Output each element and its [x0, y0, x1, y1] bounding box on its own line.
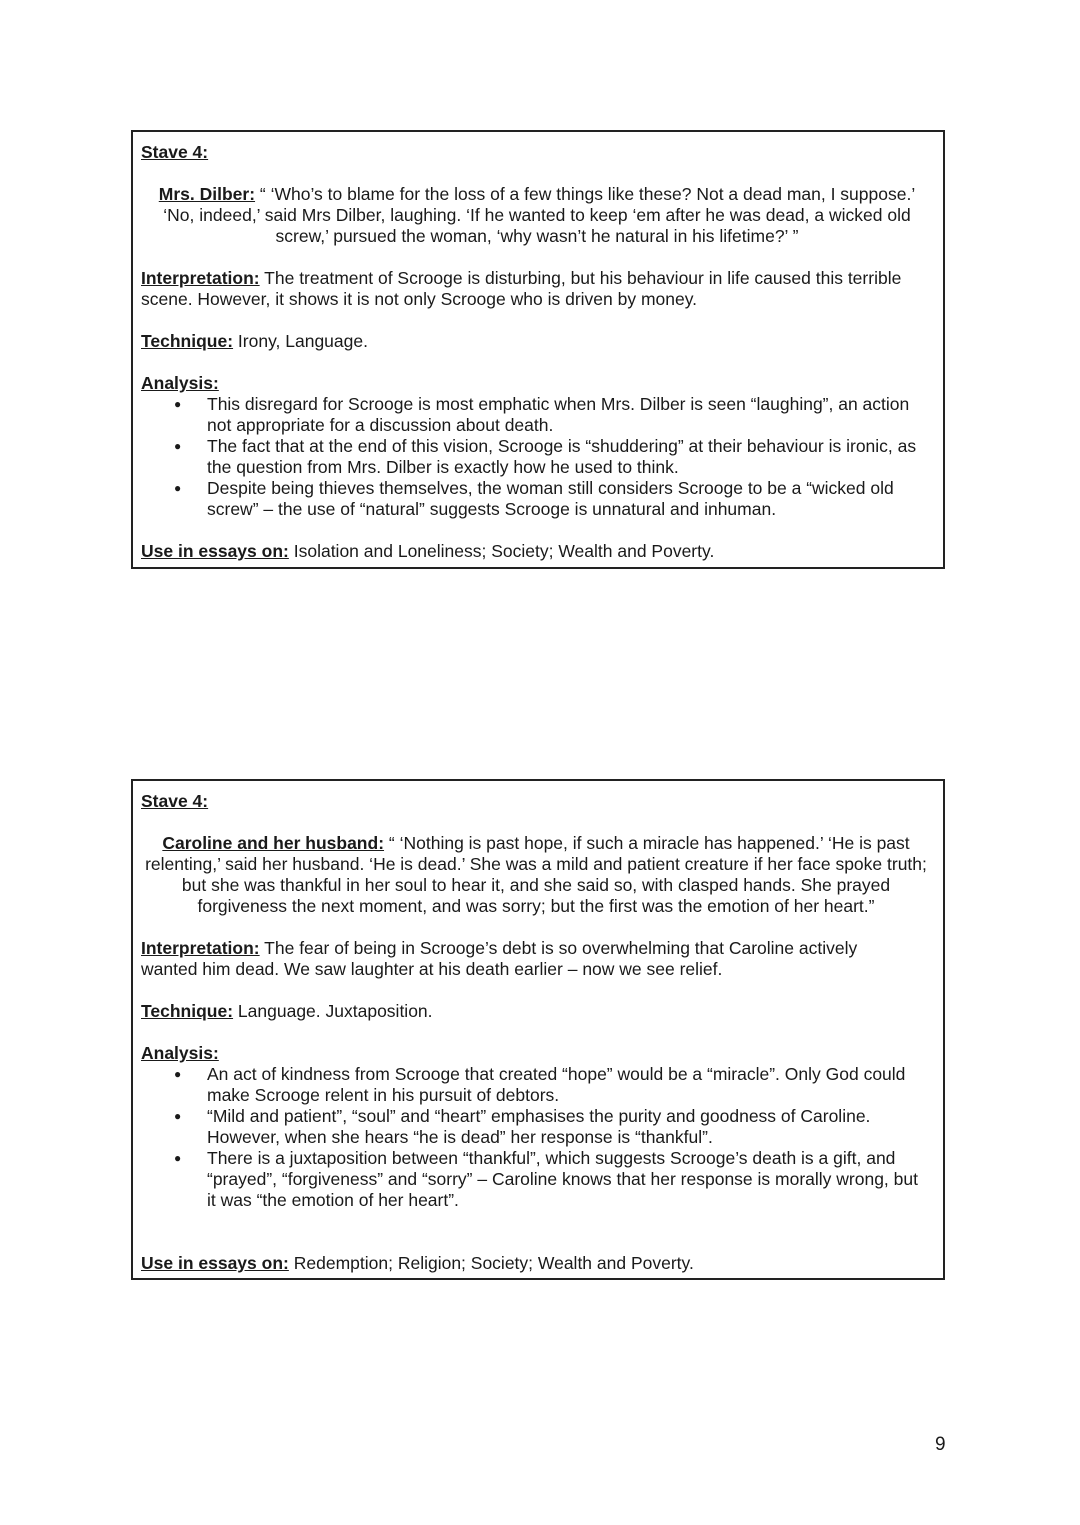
use-in-essays-section — [141, 1253, 931, 1274]
quote-block — [141, 833, 931, 917]
quote-text: “ ‘Nothing is past hope, if such a miracle has happened.’ ‘He is past relenting,’ said her husband. ‘He is dead.’ She was a mild and patient creature if her face spoke truth; but she was thankful in her soul to hear it, and she said so, with clasped hands. She prayed forgiveness the next moment, and was sorry; but the first was the emotion of her heart.” — [145, 833, 927, 916]
interpretation-section — [141, 268, 931, 310]
quote-speaker: Caroline and her husband: — [162, 833, 385, 853]
analysis-label: Analysis: — [141, 373, 219, 393]
analysis-item: ● An act of kindness from Scrooge that created “hope” would be a “miracle”. Only God could make Scrooge relent in his pursuit of debtors. — [207, 1064, 931, 1106]
quote-speaker: Mrs. Dilber: — [158, 184, 256, 204]
page-number: 9 — [935, 1434, 946, 1455]
interpretation-label: Interpretation: — [141, 938, 260, 958]
use-in-essays-text: Isolation and Loneliness; Society; Wealth and Poverty. — [293, 541, 715, 561]
analysis-item: ● Despite being thieves themselves, the woman still considers Scrooge to be a “wicked old screw” – the use of “natural” suggests Scrooge is unnatural and inhuman. — [207, 478, 931, 520]
quote-text: “ ‘Who’s to blame for the loss of a few things like these? Not a dead man, I suppose.’ ‘No, indeed,’ said Mrs Dilber, laughing. ‘If he wanted to keep ‘em after he was dead, a wicked old screw,’ pursued the woman, ‘why wasn’t he natural in his lifetime?’ ” — [163, 184, 916, 246]
use-in-essays-section — [141, 541, 931, 562]
interpretation-label: Interpretation: — [141, 268, 260, 288]
quote-card-caroline — [131, 779, 945, 1280]
technique-section — [141, 1001, 931, 1022]
technique-label: Technique: — [141, 1001, 234, 1021]
analysis-item: ● The fact that at the end of this vision, Scrooge is “shuddering” at their behaviour is ironic, as the question from Mrs. Dilber is exactly how he used to think. — [207, 436, 931, 478]
analysis-item: ● There is a juxtaposition between “thankful”, which suggests Scrooge’s death is a gift, and “prayed”, “forgiveness” and “sorry” – Caroline knows that her response is morally wrong, but it was “the emotion of her heart”. — [207, 1148, 931, 1211]
analysis-list — [141, 1064, 931, 1211]
interpretation-section — [141, 938, 931, 980]
technique-section — [141, 331, 931, 352]
use-in-essays-text: Redemption; Religion; Society; Wealth and Poverty. — [293, 1253, 694, 1273]
quote-card-mrs-dilber — [131, 130, 945, 569]
technique-text: Irony, Language. — [237, 331, 368, 351]
analysis-item: ● This disregard for Scrooge is most emphatic when Mrs. Dilber is seen “laughing”, an action not appropriate for a discussion about death. — [207, 394, 931, 436]
stave-heading: Stave 4: — [141, 142, 209, 162]
analysis-label: Analysis: — [141, 1043, 219, 1063]
interpretation-text: The treatment of Scrooge is disturbing, but his behaviour in life caused this terrible scene. However, it shows it is not only Scrooge who is driven by money. — [141, 268, 902, 309]
stave-heading: Stave 4: — [141, 791, 209, 811]
quote-block — [141, 184, 931, 247]
use-in-essays-label: Use in essays on: — [141, 1253, 289, 1273]
analysis-item: ● “Mild and patient”, “soul” and “heart” emphasises the purity and goodness of Caroline. However, when she hears “he is dead” her response is “thankful”. — [207, 1106, 931, 1148]
interpretation-text: The fear of being in Scrooge’s debt is so overwhelming that Caroline actively wanted him dead. We saw laughter at his death earlier – now we see relief. — [141, 938, 858, 979]
technique-text: Language. Juxtaposition. — [237, 1001, 433, 1021]
analysis-list — [141, 394, 931, 520]
use-in-essays-label: Use in essays on: — [141, 541, 289, 561]
technique-label: Technique: — [141, 331, 234, 351]
